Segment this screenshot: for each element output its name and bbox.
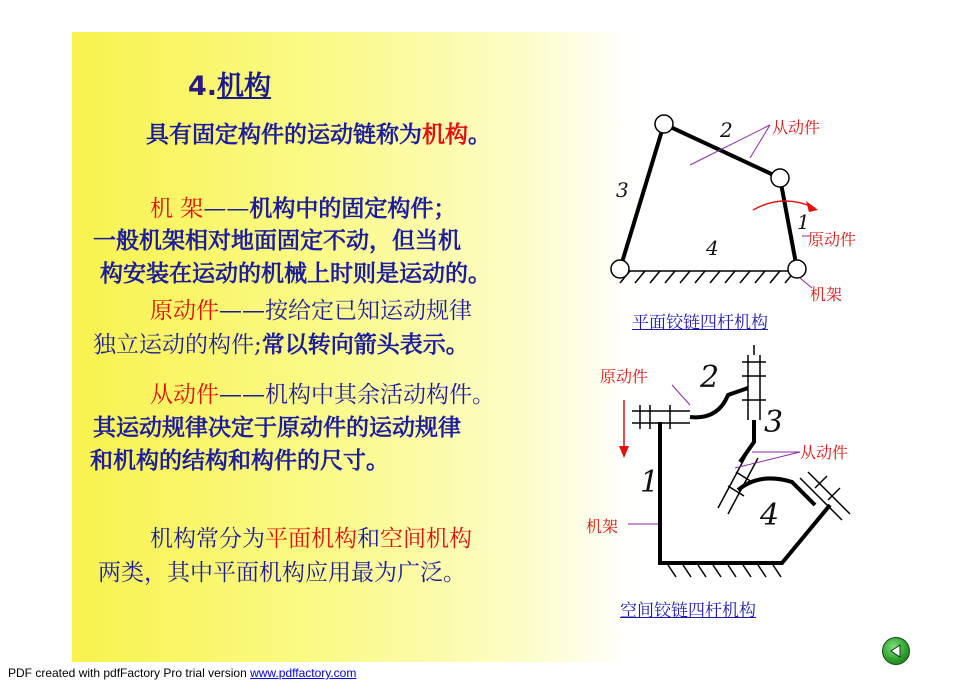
follower-text-line-2: 和机构的结构和构件的尺寸。 [90, 447, 389, 474]
frame-text-line-2: 构安装在运动的机械上时则是运动的。 [100, 260, 491, 287]
link-number-4: 4 [706, 236, 719, 260]
back-button[interactable] [882, 637, 910, 665]
frame-definition: 机 架——机构中的固定构件； [150, 195, 457, 222]
planar-diagram-caption: 平面铰链四杆机构 [632, 313, 768, 333]
bearing-2 [742, 345, 766, 420]
title-text: 机构 [217, 71, 272, 102]
ground-hatch-2 [668, 565, 781, 577]
slide-title [188, 64, 271, 103]
spatial-label-frame: 机架 [586, 517, 619, 536]
spatial-label-follower: 从动件 [800, 443, 849, 462]
spatial-link-number-4: 4 [760, 498, 780, 533]
label-driver: 原动件 [808, 230, 857, 249]
ground-hatch [620, 271, 797, 283]
link-number-2: 2 [720, 118, 733, 142]
frame-text-line-1: 一般机架相对地面固定不动，但当机 [93, 227, 461, 254]
back-arrow-icon [883, 638, 909, 664]
follower-text-line-1: 其运动规律决定于原动件的运动规律 [93, 414, 461, 441]
spatial-label-driver: 原动件 [600, 367, 649, 386]
footer-link[interactable]: www.pdffactory.com [250, 666, 357, 680]
mechanism-definition: 具有固定构件的运动链称为机构。 [146, 121, 491, 148]
planar-four-bar-diagram [590, 100, 910, 330]
link-number-1: 1 [797, 210, 810, 234]
title-number: 4. [188, 71, 218, 102]
spatial-link-number-3: 3 [764, 405, 784, 440]
follower-definition: 从动件——机构中其余活动构件。 [150, 382, 495, 408]
link-3 [740, 420, 754, 462]
classification-line-1: 机构常分为平面机构和空间机构 [150, 526, 472, 552]
link-number-3: 3 [616, 178, 629, 202]
driver-text: 独立运动的构件;常以转向箭头表示。 [93, 331, 469, 358]
driver-definition: 原动件——按给定已知运动规律 [150, 298, 472, 324]
driver-arrow-icon [619, 446, 629, 458]
spatial-diagram-caption: 空间铰链四杆机构 [620, 601, 756, 621]
label-follower: 从动件 [772, 118, 821, 137]
spatial-link-number-2: 2 [700, 360, 720, 395]
spatial-link-number-1: 1 [640, 465, 660, 500]
pdf-footer [8, 666, 356, 680]
classification-line-2: 两类，其中平面机构应用最为广泛。 [98, 560, 466, 586]
footer-text: PDF created with pdfFactory Pro trial version [8, 666, 251, 680]
label-frame: 机架 [810, 285, 843, 304]
